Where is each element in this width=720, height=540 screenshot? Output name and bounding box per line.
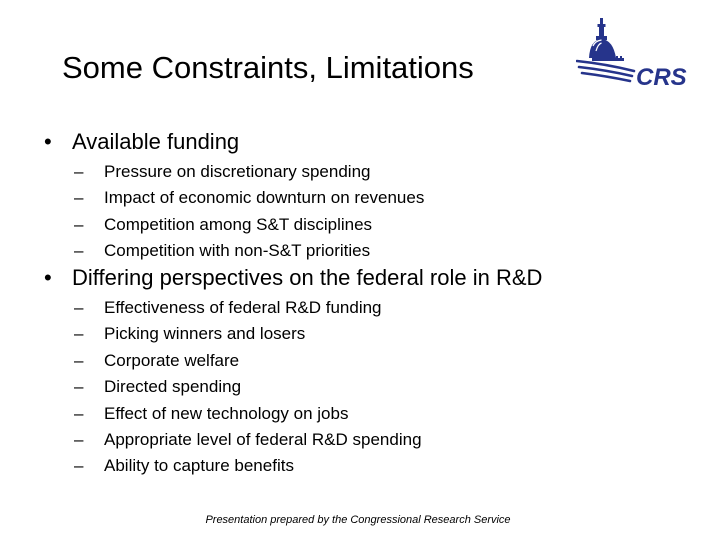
bullet-marker: • — [44, 129, 52, 154]
slide-title: Some Constraints, Limitations — [62, 50, 474, 85]
capitol-dome-icon — [589, 18, 624, 61]
footer-text: Presentation prepared by the Congressional Research Service — [205, 514, 511, 526]
list-item: – Picking winners and losers — [74, 324, 306, 344]
list-item: – Effect of new technology on jobs — [74, 403, 349, 423]
crs-logo — [576, 14, 700, 94]
list-item: – Appropriate level of federal R&D spending — [74, 430, 422, 450]
sub-list-funding — [74, 159, 424, 265]
list-item: – Effectiveness of federal R&D funding — [74, 298, 382, 317]
swoosh-lines-icon — [577, 61, 634, 81]
bullet-text: Differing perspectives on the federal role in R&D — [72, 265, 543, 290]
list-item: – Pressure on discretionary spending — [74, 162, 371, 181]
list-item: – Corporate welfare — [74, 350, 240, 370]
list-item: – Directed spending — [74, 377, 242, 397]
logo-text: CRS — [636, 64, 687, 91]
list-item: – Impact of economic downturn on revenues — [74, 188, 425, 208]
bullet-text: Available funding — [72, 129, 240, 154]
footer-credit — [0, 514, 720, 526]
list-item: – Ability to capture benefits — [74, 456, 294, 476]
bullet-available-funding — [44, 128, 239, 156]
list-item: – Competition with non-S&T priorities — [74, 241, 371, 261]
bullet-marker: • — [44, 265, 52, 290]
bullet-differing-perspectives — [44, 264, 542, 292]
sub-list-perspectives — [74, 295, 422, 480]
list-item: – Competition among S&T disciplines — [74, 214, 373, 234]
